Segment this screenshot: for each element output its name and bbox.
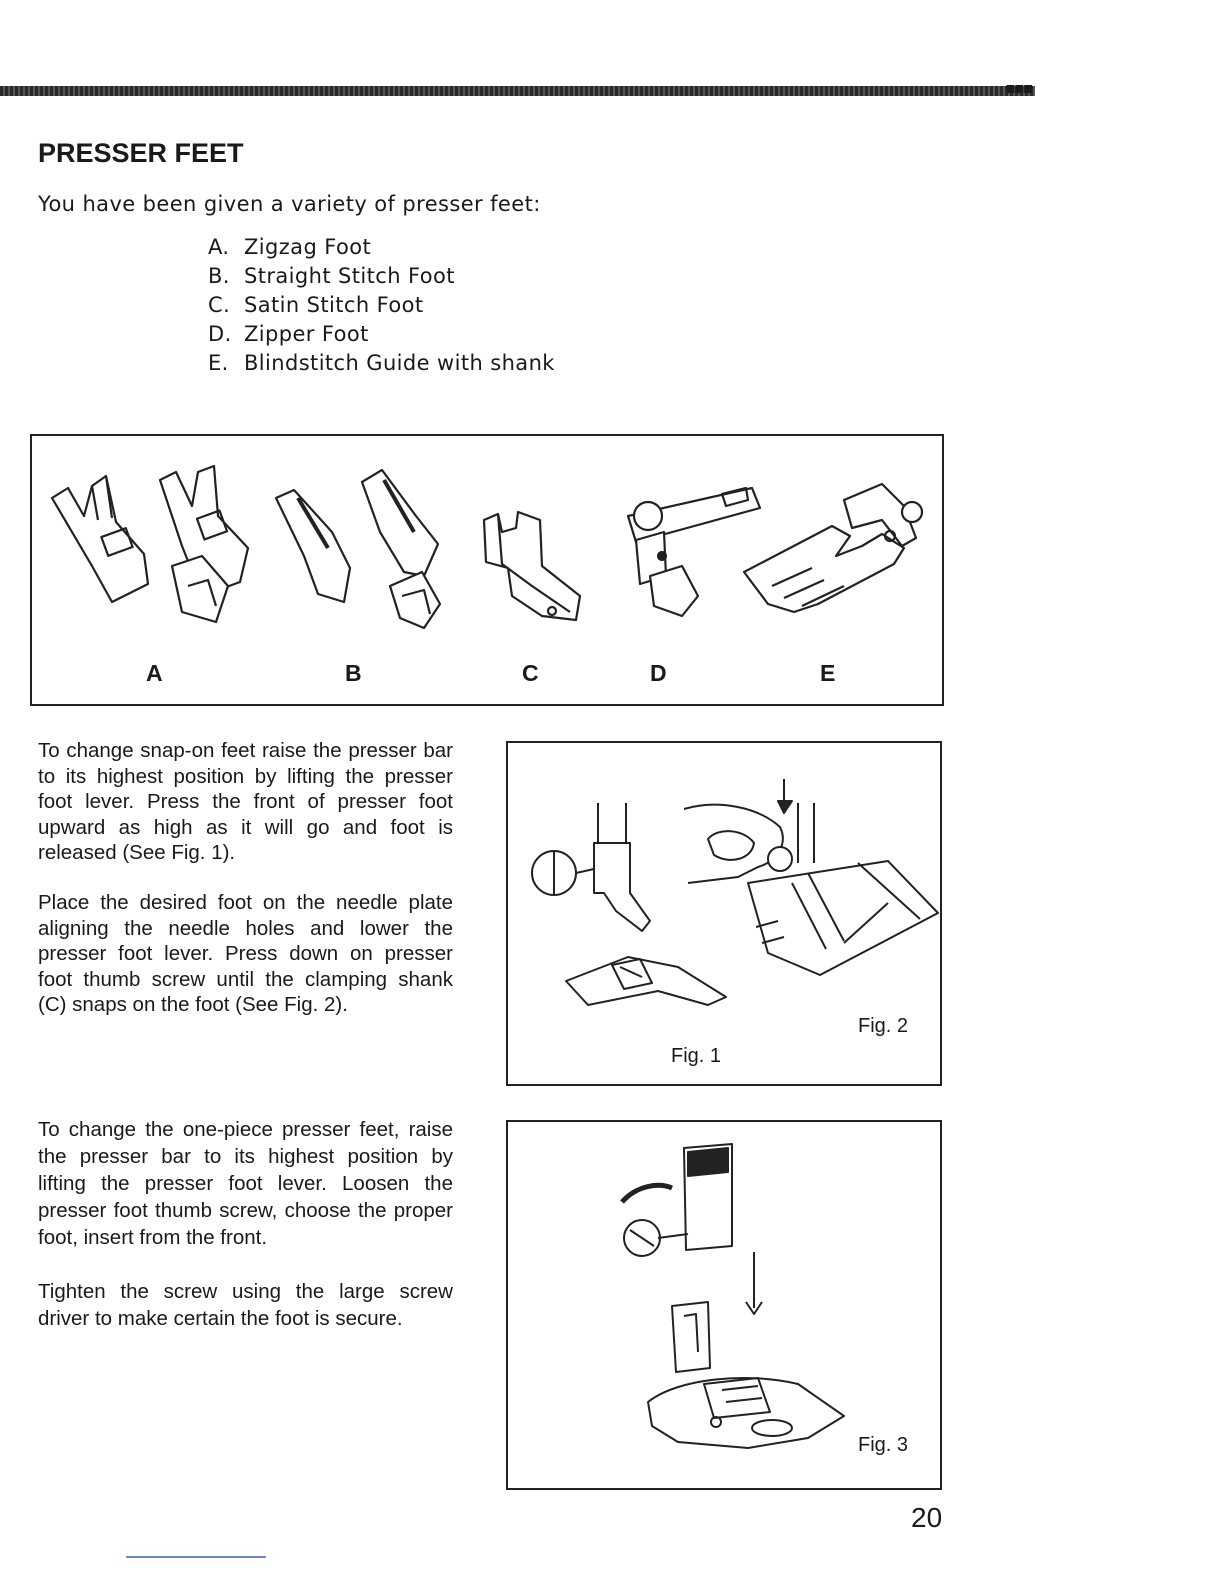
list-item-name: Satin Stitch Foot bbox=[244, 293, 424, 317]
fig1-caption: Fig. 1 bbox=[671, 1045, 722, 1067]
list-item-name: Zigzag Foot bbox=[244, 235, 372, 259]
list-item-name: Straight Stitch Foot bbox=[244, 264, 455, 288]
zipper-foot-illustration bbox=[628, 488, 760, 616]
header-rule-mark: ▪▪▪ bbox=[1005, 78, 1032, 97]
bottom-rule bbox=[126, 1556, 266, 1558]
straight-stitch-foot-illustration bbox=[276, 470, 440, 628]
snap-on-paragraph-2: Place the desired foot on the needle plate aligning the needle holes and lower the presser foot lever. Press down on presser foot thumb screw until the clamping shank (C) snaps on the foot (See Fig. 2). bbox=[38, 891, 453, 1016]
foot-label-c: C bbox=[522, 660, 539, 686]
fig2-illustration bbox=[684, 779, 938, 975]
foot-label-a: A bbox=[146, 660, 163, 686]
presser-feet-figure bbox=[30, 434, 944, 706]
one-piece-paragraph: To change the one-piece presser feet, raise the presser bar to its highest position by lifting the presser foot lever. Loosen the presser foot thumb screw, choose the proper foot, insert from the front. bbox=[38, 1118, 453, 1249]
list-item bbox=[208, 233, 555, 262]
zigzag-foot-illustration bbox=[52, 466, 248, 622]
list-item-letter: A. bbox=[208, 235, 230, 259]
snap-on-paragraph-1: To change snap-on feet raise the presser bar to its highest position by lifting the presser foot lever. Press the front of presser foot upward as high as it will go and foot is released (See Fig. 1). bbox=[38, 739, 453, 864]
presser-feet-drawing bbox=[32, 436, 942, 704]
list-item-name: Zipper Foot bbox=[244, 322, 369, 346]
page-title: PRESSER FEET bbox=[38, 138, 244, 168]
list-item bbox=[208, 320, 555, 349]
foot-label-e: E bbox=[820, 660, 836, 686]
tighten-paragraph: Tighten the screw using the large screw driver to make certain the foot is secure. bbox=[38, 1280, 453, 1330]
list-item bbox=[208, 262, 555, 291]
fig3-illustration bbox=[622, 1144, 844, 1448]
presser-feet-list bbox=[208, 233, 555, 378]
list-item-letter: B. bbox=[208, 264, 230, 288]
list-item-letter: E. bbox=[208, 351, 229, 375]
intro-text: You have been given a variety of presser feet: bbox=[38, 192, 541, 216]
foot-label-d: D bbox=[650, 660, 667, 686]
blindstitch-guide-illustration bbox=[744, 484, 922, 612]
satin-stitch-foot-illustration bbox=[484, 512, 580, 620]
foot-label-b: B bbox=[345, 660, 362, 686]
list-item-name: Blindstitch Guide with shank bbox=[244, 351, 555, 375]
list-item bbox=[208, 349, 555, 378]
list-item-letter: C. bbox=[208, 293, 231, 317]
header-rule bbox=[0, 86, 1035, 96]
fig3-caption: Fig. 3 bbox=[858, 1434, 909, 1456]
list-item bbox=[208, 291, 555, 320]
page-number: 20 bbox=[911, 1502, 943, 1533]
list-item-letter: D. bbox=[208, 322, 232, 346]
fig2-caption: Fig. 2 bbox=[858, 1015, 909, 1037]
